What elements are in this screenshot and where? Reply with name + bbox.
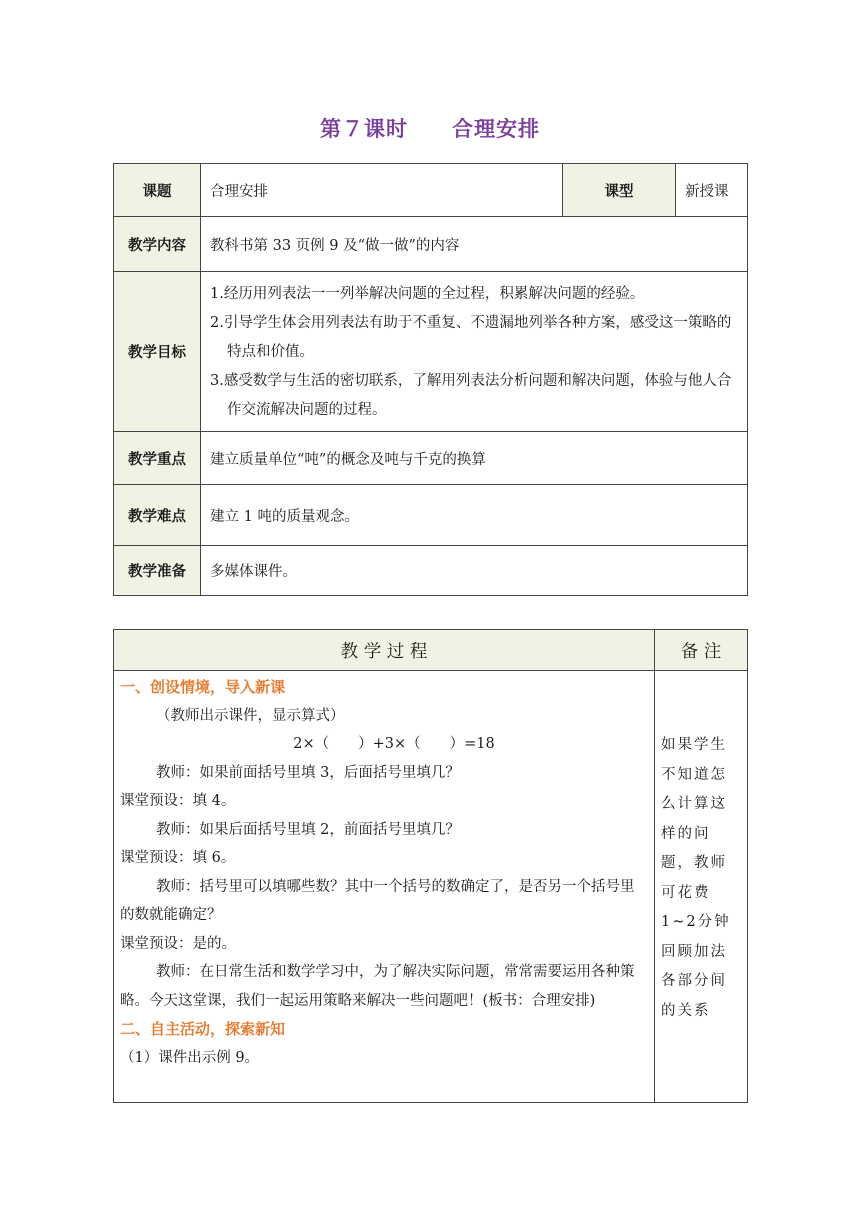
teacher-question: 教师：括号里可以填哪些数？其中一个括号的数确定了，是否另一个括号里的数就能确定？ [120, 878, 635, 923]
activity-item: （1）课件出示例 9。 [120, 1049, 260, 1066]
teacher-question: 教师：如果后面括号里填 2，前面括号里填几？ [156, 821, 460, 838]
teaching-process-table [113, 629, 748, 1103]
teacher-question: 教师：在日常生活和数学学习中，为了解决实际问题，常常需要运用各种策略。今天这堂课，我们一起运用策略来解决一些问题吧！(板书：合理安排) [120, 964, 635, 1009]
goals-row [114, 272, 748, 432]
topic-label: 课题 [114, 164, 201, 217]
type-value: 新授课 [676, 164, 748, 217]
goal-item: 2.引导学生体会用列表法有助于不重复、不遗漏地列举各种方案，感受这一策略的特点和价值。 [210, 315, 732, 360]
type-label: 课型 [563, 164, 676, 217]
process-body-row [114, 671, 748, 1103]
stage-direction: （教师出示课件，显示算式） [156, 707, 345, 724]
process-header-row [114, 630, 748, 671]
topic-value: 合理安排 [201, 164, 563, 217]
formula: 2×（ ）+3×（ ）=18 [293, 736, 495, 752]
goal-item: 3.感受数学与生活的密切联系，了解用列表法分析问题和解决问题，体验与他人合作交流解决问题的过程。 [210, 373, 732, 418]
content-value: 教科书第 33 页例 9 及“做一做”的内容 [201, 217, 748, 272]
lesson-topic: 合理安排 [452, 117, 540, 141]
difficulty-value: 建立 1 吨的质量观念。 [201, 485, 748, 546]
note-header: 备 注 [655, 630, 748, 671]
difficulty-label: 教学难点 [114, 485, 201, 546]
goals-label: 教学目标 [114, 272, 201, 432]
process-header: 教 学 过 程 [114, 630, 655, 671]
prep-row [114, 546, 748, 596]
key-label: 教学重点 [114, 432, 201, 485]
teacher-question: 教师：如果前面括号里填 3，后面括号里填几？ [156, 764, 460, 781]
expected-answer: 课堂预设：是的。 [120, 935, 236, 952]
section-heading: 一、创设情境，导入新课 [120, 678, 286, 696]
topic-row [114, 164, 748, 217]
expected-answer: 课堂预设：填 4。 [120, 793, 236, 809]
lesson-number: 第７课时 [320, 117, 408, 141]
prep-label: 教学准备 [114, 546, 201, 596]
content-row [114, 217, 748, 272]
key-row [114, 432, 748, 485]
key-value: 建立质量单位“吨”的概念及吨与千克的换算 [201, 432, 748, 485]
teacher-note: 如果学生不知道怎么计算这样的问题，教师可花费1~2分钟回顾加法各部分间的关系 [655, 671, 748, 1103]
section-heading: 二、自主活动，探索新知 [120, 1020, 286, 1038]
goal-item: 1.经历用列表法一一列举解决问题的全过程，积累解决问题的经验。 [210, 286, 645, 302]
prep-value: 多媒体课件。 [201, 546, 748, 596]
difficulty-row [114, 485, 748, 546]
content-label: 教学内容 [114, 217, 201, 272]
page-title [0, 113, 860, 143]
lesson-info-table [113, 163, 748, 596]
goals-list [201, 272, 748, 432]
expected-answer: 课堂预设：填 6。 [120, 850, 236, 866]
process-content [114, 671, 655, 1103]
